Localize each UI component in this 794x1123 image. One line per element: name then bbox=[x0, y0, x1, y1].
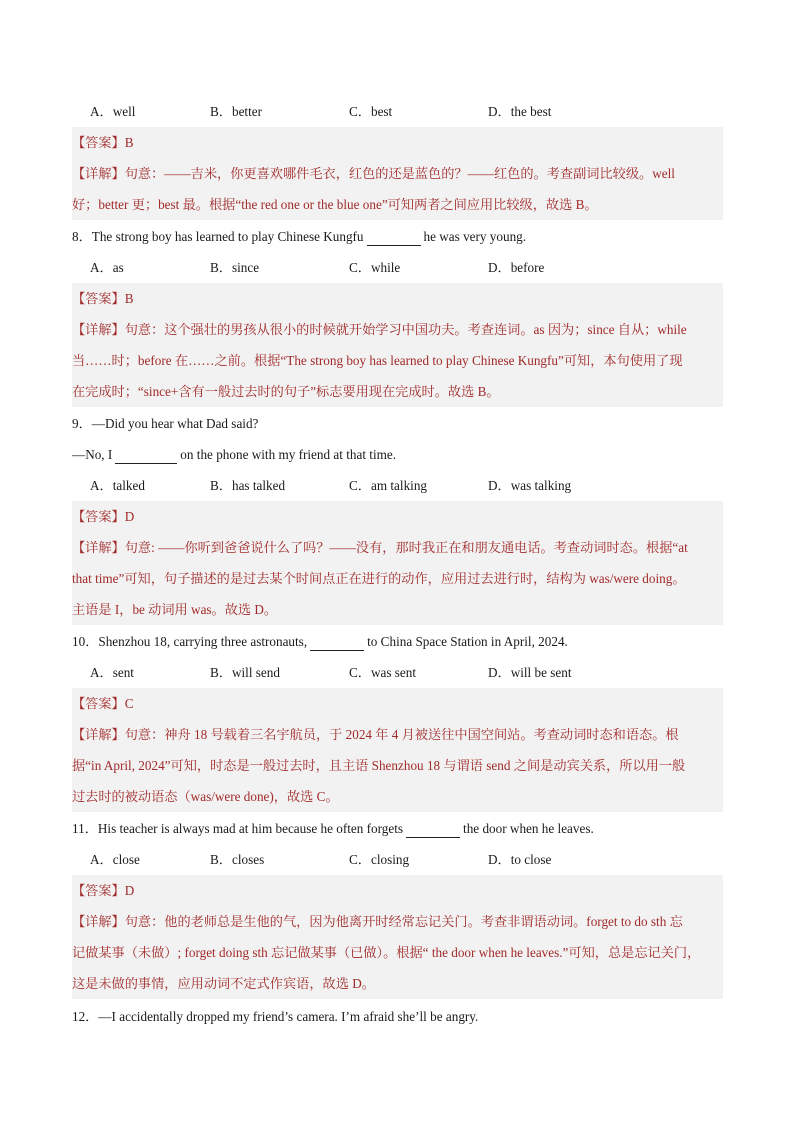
q10-options bbox=[72, 657, 723, 688]
q11-detail-line-1 bbox=[72, 906, 723, 937]
q12-stem: 12．—I accidentally dropped my friend’s camera. I’m afraid she’ll be angry. bbox=[72, 1009, 479, 1024]
q11-option-b: B．closes bbox=[210, 852, 265, 867]
detail-text: 句意：——吉米，你更喜欢哪件毛衣，红色的还是蓝色的？——红色的。考查副词比较级。well bbox=[124, 166, 675, 181]
answer-blank bbox=[310, 632, 364, 651]
q11-option-a: A．close bbox=[90, 852, 140, 867]
q8-option-d: D．before bbox=[488, 260, 545, 275]
q9-detail-line-3: 主语是 I，be 动词用 was。故选 D。 bbox=[72, 594, 723, 625]
stem-text: to China Space Station in April, 2024. bbox=[367, 634, 568, 649]
q9-detail-line-2: that time”可知，句子描述的是过去某个时间点正在进行的动作，应用过去进行时，结构为 was/were doing。 bbox=[72, 563, 723, 594]
detail-label: 【详解】 bbox=[72, 914, 125, 929]
q11-option-d: D．to close bbox=[488, 852, 552, 867]
q10-option-c: C．was sent bbox=[349, 665, 417, 680]
answer-label: 【答案】 bbox=[72, 509, 125, 524]
q8-option-a: A．as bbox=[90, 260, 124, 275]
q10-detail-line-1 bbox=[72, 719, 723, 750]
stem-text: he was very young. bbox=[423, 229, 527, 244]
q11-option-c: C．closing bbox=[349, 852, 410, 867]
answer-blank bbox=[367, 227, 421, 246]
q7-options bbox=[72, 96, 723, 127]
answer-label: 【答案】 bbox=[72, 696, 125, 711]
stem-text: 11．His teacher is always mad at him because he often forgets bbox=[72, 821, 404, 836]
q10-detail-line-2: 据“in April, 2024”可知，时态是一般过去时，且主语 Shenzhou 18 与谓语 send 之间是动宾关系，所以用一般 bbox=[72, 750, 723, 781]
q9-option-c: C．am talking bbox=[349, 478, 428, 493]
answer-label: 【答案】 bbox=[72, 135, 125, 150]
answer-blank bbox=[115, 445, 177, 464]
q7-detail-line-1 bbox=[72, 158, 723, 189]
q8-stem bbox=[72, 221, 723, 252]
q10-option-b: B．will send bbox=[210, 665, 280, 680]
q7-option-d: D．the best bbox=[488, 104, 552, 119]
stem-text: 8．The strong boy has learned to play Chinese Kungfu bbox=[72, 229, 364, 244]
q9-detail-line-1 bbox=[72, 532, 723, 563]
q11-detail-line-2: 记做某事（未做）; forget doing sth 忘记做某事（已做）。根据“ the door when he leaves.”可知，总是忘记关门， bbox=[72, 937, 723, 968]
detail-label: 【详解】 bbox=[72, 727, 125, 742]
answer-value: D bbox=[124, 509, 135, 524]
q8-answer bbox=[72, 283, 723, 314]
detail-label: 【详解】 bbox=[72, 166, 125, 181]
detail-text: 句意：神舟 18 号载着三名宇航员，于 2024 年 4 月被送往中国空间站。考查动词时态和语态。根 bbox=[124, 727, 679, 742]
q9-options bbox=[72, 470, 723, 501]
answer-label: 【答案】 bbox=[72, 883, 125, 898]
answer-blank bbox=[406, 819, 460, 838]
q8-detail-line-1 bbox=[72, 314, 723, 345]
q8-options bbox=[72, 252, 723, 283]
stem-text: —No, I bbox=[72, 447, 113, 462]
q8-detail-line-2: 当……时；before 在……之前。根据“The strong boy has learned to play Chinese Kungfu”可知，本句使用了现 bbox=[72, 345, 723, 376]
q7-option-c: C．best bbox=[349, 104, 393, 119]
q11-detail-line-3: 这是未做的事情，应用动词不定式作宾语，故选 D。 bbox=[72, 968, 723, 999]
answer-value: B bbox=[124, 291, 134, 306]
detail-label: 【详解】 bbox=[72, 540, 125, 555]
answer-value: D bbox=[124, 883, 135, 898]
q8-option-b: B．since bbox=[210, 260, 260, 275]
q8-detail-line-3: 在完成时；“since+含有一般过去时的句子”标志要用现在完成时。故选 B。 bbox=[72, 376, 723, 407]
q9-stem-line-1: 9．—Did you hear what Dad said? bbox=[72, 416, 259, 431]
q7-detail-line-2: 好；better 更；best 最。根据“the red one or the blue one”可知两者之间应用比较级，故选 B。 bbox=[72, 189, 723, 220]
q9-option-b: B．has talked bbox=[210, 478, 286, 493]
detail-label: 【详解】 bbox=[72, 322, 125, 337]
q11-options bbox=[72, 844, 723, 875]
detail-text: 句意: ——你听到爸爸说什么了吗？——没有，那时我正在和朋友通电话。考查动词时态。根据“at bbox=[124, 540, 688, 555]
stem-text: on the phone with my friend at that time. bbox=[180, 447, 397, 462]
q10-detail-line-3: 过去时的被动语态（was/were done)，故选 C。 bbox=[72, 781, 723, 812]
answer-label: 【答案】 bbox=[72, 291, 125, 306]
stem-text: 10．Shenzhou 18, carrying three astronauts, bbox=[72, 634, 308, 649]
stem-text: the door when he leaves. bbox=[463, 821, 594, 836]
q8-option-c: C．while bbox=[349, 260, 401, 275]
q7-option-a: A．well bbox=[90, 104, 136, 119]
q10-option-a: A．sent bbox=[90, 665, 134, 680]
q9-option-d: D．was talking bbox=[488, 478, 572, 493]
q11-answer bbox=[72, 875, 723, 906]
q9-answer bbox=[72, 501, 723, 532]
q10-answer bbox=[72, 688, 723, 719]
q9-stem-line-2 bbox=[72, 439, 723, 470]
q9-option-a: A．talked bbox=[90, 478, 145, 493]
q10-option-d: D．will be sent bbox=[488, 665, 572, 680]
detail-text: 句意：这个强壮的男孩从很小的时候就开始学习中国功夫。考查连词。as 因为；since 自从；while bbox=[124, 322, 687, 337]
q7-answer bbox=[72, 127, 723, 158]
q10-stem bbox=[72, 626, 723, 657]
answer-value: B bbox=[124, 135, 134, 150]
answer-value: C bbox=[124, 696, 134, 711]
q11-stem bbox=[72, 813, 723, 844]
detail-text: 句意：他的老师总是生他的气，因为他离开时经常忘记关门。考查非谓语动词。forget to do sth 忘 bbox=[124, 914, 683, 929]
q7-option-b: B．better bbox=[210, 104, 263, 119]
